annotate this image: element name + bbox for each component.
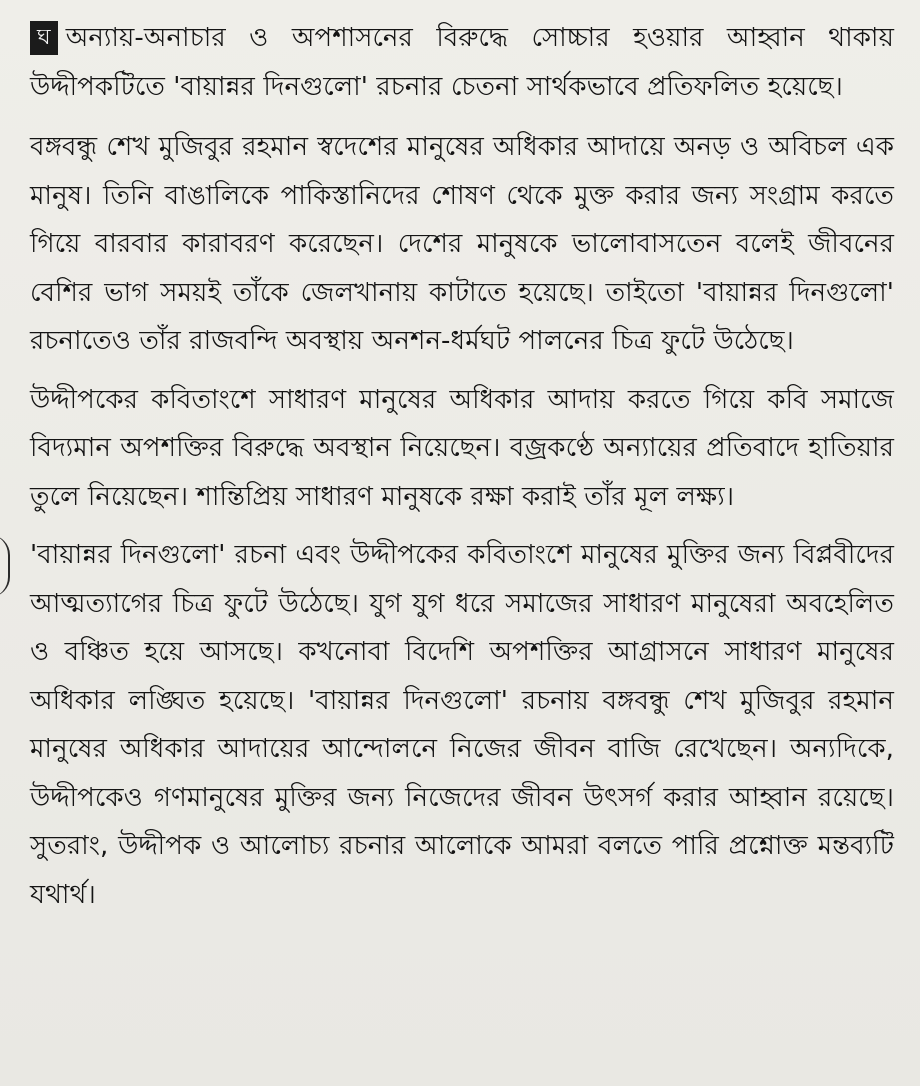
question-marker-badge: ঘ xyxy=(30,21,58,55)
paragraph-1-text: অন্যায়-অনাচার ও অপশাসনের বিরুদ্ধে সোচ্চার হওয়ার আহ্বান থাকায় উদ্দীপকটিতে 'বায়ান্নর দিনগুলো' রচনার চেতনা সার্থকভাবে প্রতিফলিত হয়েছে। xyxy=(30,23,894,102)
paragraph-2: বঙ্গবন্ধু শেখ মুজিবুর রহমান স্বদেশের মানুষের অধিকার আদায়ে অনড় ও অবিচল এক মানুষ। তিনি বাঙালিকে পাকিস্তানিদের শোষণ থেকে মুক্ত করার জন্য সংগ্রাম করতে গিয়ে বারবার কারাবরণ করেছেন। দেশের মানুষকে ভালোবাসতেন বলেই জীবনের বেশির ভাগ সময়ই তাঁকে জেলখানায় কাটাতে হয়েছে। তাইতো 'বায়ান্নর দিনগুলো' রচনাতেও তাঁর রাজবন্দি অবস্থায় অনশন-ধর্মঘট পালনের চিত্র ফুটে উঠেছে। xyxy=(30,132,894,356)
margin-arc-mark xyxy=(0,535,10,597)
answer-intro-paragraph xyxy=(30,14,894,111)
paragraph-3: উদ্দীপকের কবিতাংশে সাধারণ মানুষের অধিকার আদায় করতে গিয়ে কবি সমাজে বিদ্যমান অপশক্তির বিরুদ্ধে অবস্থান নিয়েছেন। বজ্রকণ্ঠে অন্যায়ের প্রতিবাদে হাতিয়ার তুলে নিয়েছেন। শান্তিপ্রিয় সাধারণ মানুষকে রক্ষা করাই তাঁর মূল লক্ষ্য। xyxy=(30,384,894,512)
paragraph-4: 'বায়ান্নর দিনগুলো' রচনা এবং উদ্দীপকের কবিতাংশে মানুষের মুক্তির জন্য বিপ্লবীদের আত্মত্যাগের চিত্র ফুটে উঠেছে। যুগ যুগ ধরে সমাজের সাধারণ মানুষেরা অবহেলিত ও বঞ্চিত হয়ে আসছে। কখনোবা বিদেশি অপশক্তির আগ্রাসনে সাধারণ মানুষের অধিকার লঙ্ঘিত হয়েছে। 'বায়ান্নর দিনগুলো' রচনায় বঙ্গবন্ধু শেখ মুজিবুর রহমান মানুষের অধিকার আদায়ের আন্দোলনে নিজের জীবন বাজি রেখেছেন। অন্যদিকে, উদ্দীপকেও গণমানুষের মুক্তির জন্য নিজেদের জীবন উৎসর্গ করার আহ্বান রয়েছে। সুতরাং, উদ্দীপক ও আলোচ্য রচনার আলোকে আমরা বলতে পারি প্রশ্নোক্ত মন্তব্যটি যথার্থ। xyxy=(30,540,894,910)
